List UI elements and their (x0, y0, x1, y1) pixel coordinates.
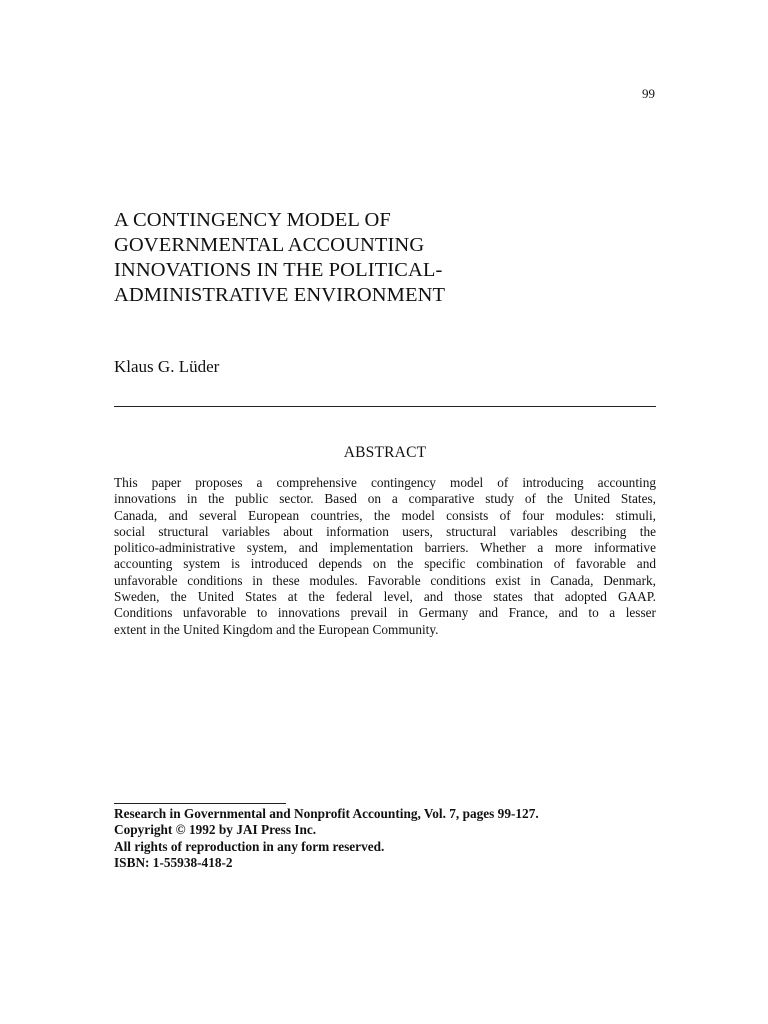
title-line: INNOVATIONS IN THE POLITICAL- (114, 259, 443, 281)
title-line: A CONTINGENCY MODEL OF (114, 209, 391, 231)
abstract-line: unfavorable conditions in these modules. Favorable conditions exist in Canada, Denmark, (114, 572, 656, 588)
footnote-isbn: ISBN: 1-55938-418-2 (114, 854, 233, 870)
abstract-line: politico-administrative system, and implementation barriers. Whether a more informative (114, 540, 656, 556)
abstract-line: extent in the United Kingdom and the European Community. (114, 621, 439, 637)
footnote-source: Research in Governmental and Nonprofit Accounting, Vol. 7, pages 99-127. (114, 806, 539, 821)
article-title (114, 208, 674, 308)
title-line: GOVERNMENTAL ACCOUNTING (114, 234, 425, 256)
section-divider (114, 406, 656, 407)
abstract-line: This paper proposes a comprehensive contingency model of introducing accounting (114, 475, 656, 490)
abstract-line: Conditions unfavorable to innovations prevail in Germany and France, and to a lesser (114, 605, 656, 621)
abstract-line: Sweden, the United States at the federal level, and those states that adopted GAAP. (114, 589, 656, 605)
author-name: Klaus G. Lüder (114, 357, 220, 376)
publication-footnote (114, 806, 539, 871)
title-line: ADMINISTRATIVE ENVIRONMENT (114, 284, 446, 306)
abstract-line: social structural variables about information users, structural variables describing the (114, 523, 656, 539)
abstract-line: innovations in the public sector. Based on a comparative study of the United States, (114, 491, 656, 507)
abstract-line: Canada, and several European countries, the model consists of four modules: stimuli, (114, 507, 656, 523)
page-number: 99 (642, 86, 655, 101)
abstract-text (114, 475, 656, 638)
abstract-heading: ABSTRACT (343, 444, 427, 461)
abstract-line: accounting system is introduced depends on the specific combination of favorable and (114, 556, 656, 572)
footnote-divider (114, 803, 286, 804)
footnote-rights: All rights of reproduction in any form reserved. (114, 838, 385, 854)
footnote-copyright: Copyright © 1992 by JAI Press Inc. (114, 822, 317, 838)
